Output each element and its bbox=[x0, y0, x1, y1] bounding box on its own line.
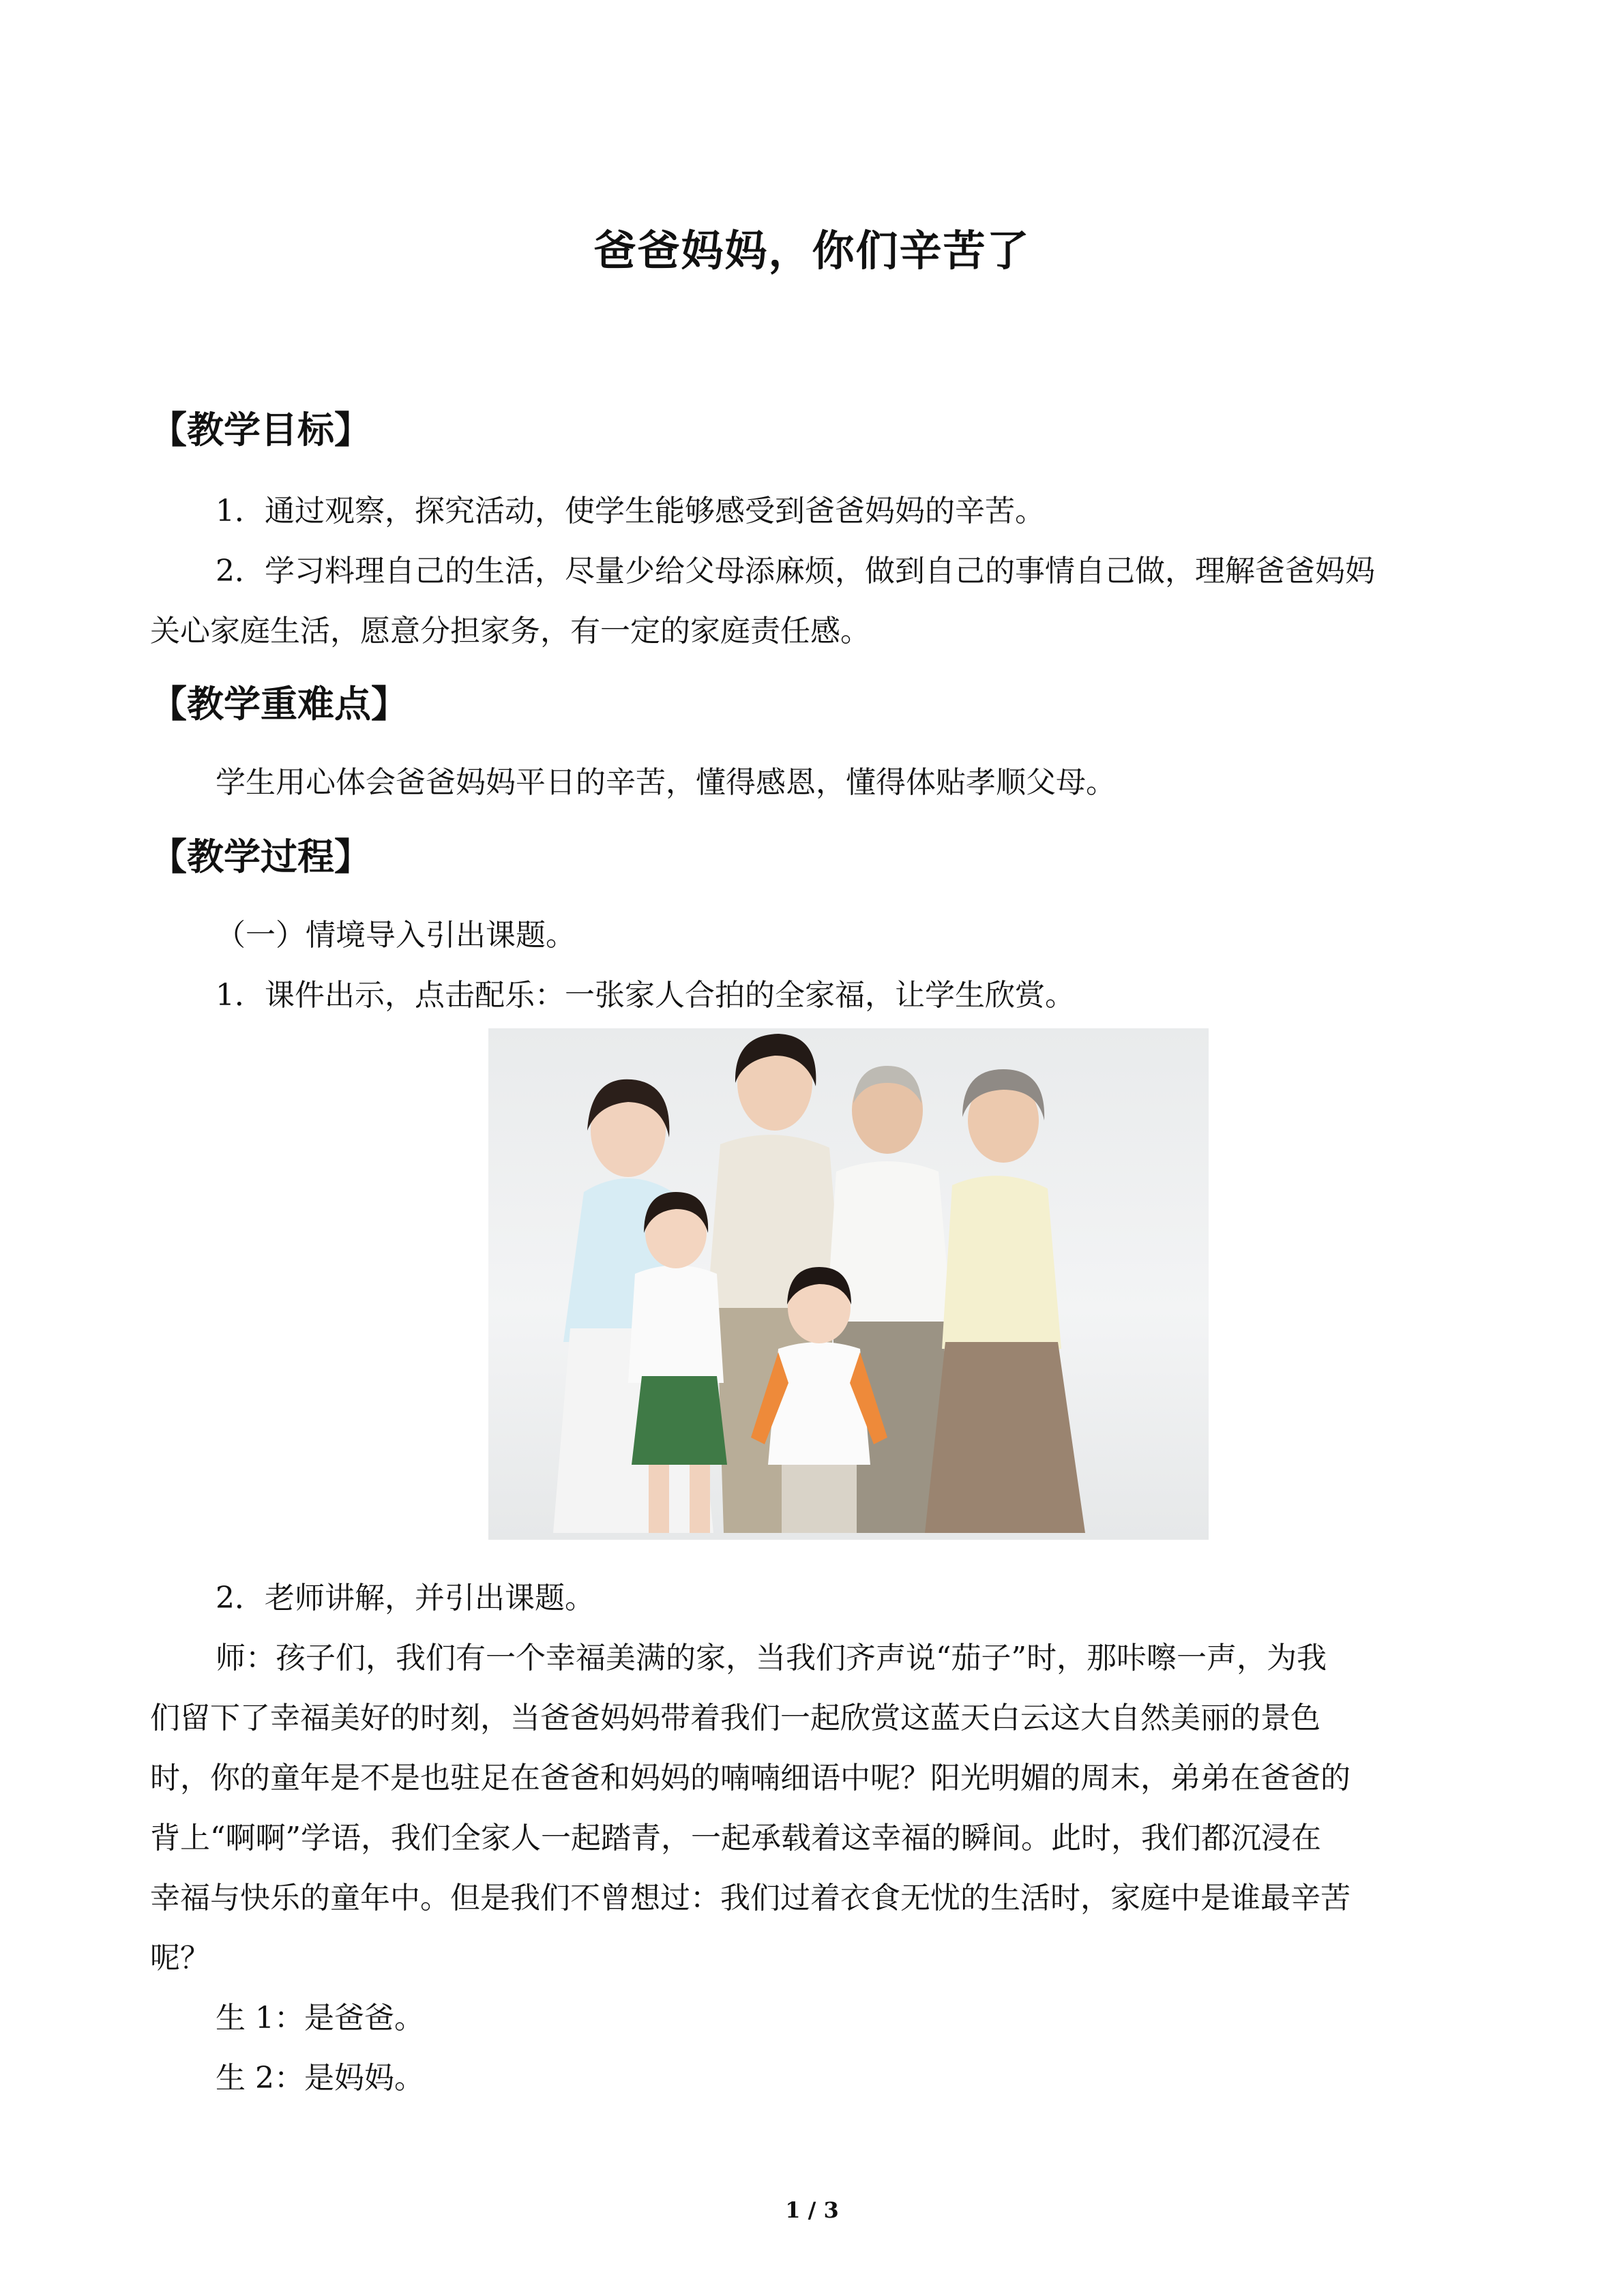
teacher-speech-line-5: 幸福与快乐的童年中。但是我们不曾想过：我们过着衣食无忧的生活时，家庭中是谁最辛苦 bbox=[150, 1881, 1350, 1915]
key-points-text: 学生用心体会爸爸妈妈平日的辛苦，懂得感恩，懂得体贴孝顺父母。 bbox=[216, 765, 1116, 800]
teacher-speech-line-1: 师：孩子们，我们有一个幸福美满的家，当我们齐声说“茄子”时，那咔嚓一声，为我 bbox=[216, 1641, 1327, 1675]
teacher-speech-line-4: 背上“啊啊”学语，我们全家人一起踏青，一起承载着这幸福的瞬间。此时，我们都沉浸在 bbox=[150, 1821, 1321, 1855]
grandmother-figure bbox=[925, 1069, 1085, 1533]
objective-item-1: 1．通过观察，探究活动，使学生能够感受到爸爸妈妈的辛苦。 bbox=[216, 494, 1045, 528]
heading-key-points: 【教学重难点】 bbox=[150, 683, 408, 726]
family-photo bbox=[488, 1028, 1209, 1540]
student-answer-2: 生 2：是妈妈。 bbox=[216, 2061, 424, 2096]
teacher-speech-line-2: 们留下了幸福美好的时刻，当爸爸妈妈带着我们一起欣赏这蓝天白云这大自然美丽的景色 bbox=[150, 1701, 1320, 1735]
family-photo-illustration bbox=[488, 1028, 1209, 1540]
student-answer-1: 生 1：是爸爸。 bbox=[216, 2001, 424, 2036]
heading-objectives: 【教学目标】 bbox=[150, 408, 371, 451]
process-step-1: 1．课件出示，点击配乐：一张家人合拍的全家福，让学生欣赏。 bbox=[216, 978, 1075, 1013]
heading-process: 【教学过程】 bbox=[150, 835, 371, 878]
document-title: 爸爸妈妈，你们辛苦了 bbox=[593, 226, 1031, 275]
process-step-2: 2．老师讲解，并引出课题。 bbox=[216, 1581, 595, 1615]
teacher-speech-line-6: 呢？ bbox=[150, 1941, 210, 1976]
teacher-speech-line-3: 时，你的童年是不是也驻足在爸爸和妈妈的喃喃细语中呢？阳光明媚的周末，弟弟在爸爸的 bbox=[150, 1761, 1350, 1795]
page-number: 1 / 3 bbox=[785, 2197, 839, 2223]
process-step-intro: （一）情境导入引出课题。 bbox=[216, 918, 576, 953]
objective-item-2-line-1: 2．学习料理自己的生活，尽量少给父母添麻烦，做到自己的事情自己做，理解爸爸妈妈 bbox=[216, 554, 1375, 588]
objective-item-2-line-2: 关心家庭生活，愿意分担家务，有一定的家庭责任感。 bbox=[150, 614, 870, 648]
